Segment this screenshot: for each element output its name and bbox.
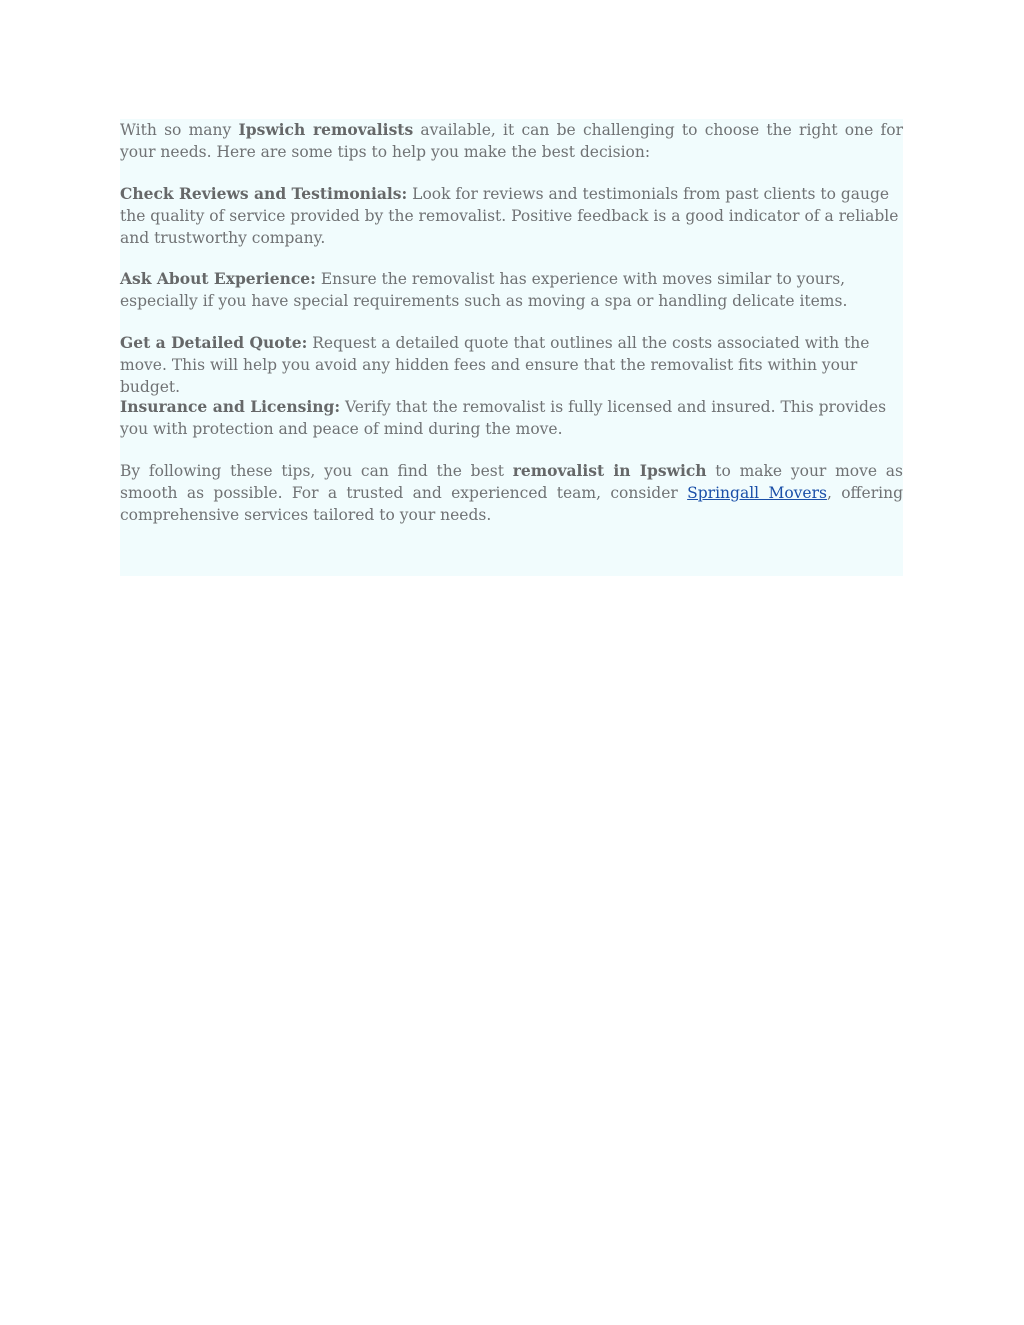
tip-text: Request a detailed quote that outlines all the costs associated with the move. This will help you avoid any hidden fees and ensure that the removalist fits within your budget. [120, 334, 870, 396]
tip-quote [120, 332, 903, 398]
conclusion-keyword: removalist in Ipswich [512, 461, 707, 480]
tip-text: Look for reviews and testimonials from past clients to gauge the quality of service provided by the removalist. Positive feedback is a good indicator of a reliable and trustworthy company. [120, 185, 899, 247]
intro-text-before: With so many [120, 121, 239, 139]
tip-heading: Get a Detailed Quote: [120, 333, 308, 352]
springall-movers-link[interactable]: Springall Movers [687, 484, 827, 502]
tip-experience [120, 268, 903, 312]
conclusion-text-before: By following these tips, you can find the best [120, 462, 513, 480]
intro-paragraph [120, 119, 903, 163]
tip-text: Ensure the removalist has experience with moves similar to yours, especially if you have special requirements such as moving a spa or handling delicate items. [120, 270, 848, 310]
tip-heading: Check Reviews and Testimonials: [120, 184, 408, 203]
intro-keyword: Ipswich removalists [238, 120, 414, 139]
intro-text-after: available, it can be challenging to choose the right one for your needs. Here are some tips to help you make the best decision: [120, 121, 903, 161]
conclusion-paragraph [120, 460, 903, 526]
tip-heading: Insurance and Licensing: [120, 397, 341, 416]
conclusion-text-after: , offering comprehensive services tailored to your needs. [120, 484, 904, 524]
tip-text: Verify that the removalist is fully licensed and insured. This provides you with protection and peace of mind during the move. [120, 398, 887, 438]
article-content-block [120, 119, 903, 576]
tip-insurance [120, 396, 903, 440]
tip-reviews [120, 183, 903, 249]
tip-heading: Ask About Experience: [120, 269, 316, 288]
conclusion-text-middle: to make your move as smooth as possible. For a trusted and experienced team, consider [120, 462, 903, 502]
